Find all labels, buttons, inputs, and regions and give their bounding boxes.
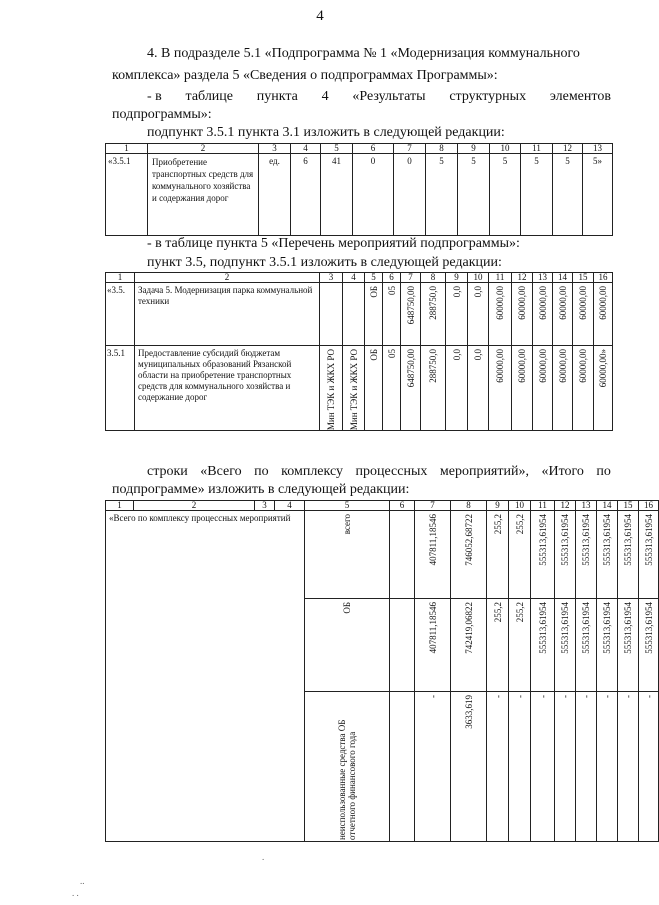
totals-table [105,500,659,842]
value-cell [512,283,533,346]
value-cell [639,599,659,692]
value-cell [446,346,468,431]
row-unit: ед. [259,154,291,236]
column-header: 7 [401,273,421,283]
cell-wrap [487,695,508,698]
cell-wrap [618,514,638,566]
column-header: 10 [490,144,521,154]
column-header: 1 [106,501,134,511]
value-cell-text: 60000,00» [598,349,608,388]
cell-wrap [383,349,400,358]
cell-wrap [421,286,445,320]
source-cell [305,692,390,842]
executor-cell [343,346,365,431]
column-header: 11 [521,144,553,154]
cell-wrap [509,514,530,534]
column-header: 1 [106,144,148,154]
value-cell-text: 60000,00 [517,286,527,320]
cell-wrap [468,349,488,360]
cell-wrap [555,695,575,698]
cell-wrap [533,286,552,320]
column-header: 4 [291,144,321,154]
cell-wrap [531,695,554,698]
cell-wrap [597,695,617,698]
word: «Итого [541,464,584,479]
row-name: Приобретение транспортных средств для коммунального хозяйства и содержания дорог [148,154,259,236]
value-cell [446,283,468,346]
executor-cell [320,283,343,346]
column-header: 6 [353,144,394,154]
value-cell: 0 [394,154,426,236]
value-cell-text: 555313,61954 [643,602,654,654]
column-header: 5 [305,501,390,511]
section2-line-2: пункт 3.5, подпункт 3.5.1 изложить в следующей редакции: [147,255,502,270]
code-cell-text: 05 [386,286,397,295]
value-cell-text: - [560,695,570,698]
column-header: 12 [553,144,583,154]
source-cell-text: ОБ [368,286,379,298]
value-cell [487,599,509,692]
totals-table-header [106,501,659,511]
empty-cell [390,511,415,599]
word: таблице [185,89,234,104]
table-row [106,283,613,346]
intro-line-5: подпункт 3.5.1 пункта 3.1 изложить в следующей редакции: [147,125,505,140]
empty-cell [390,692,415,842]
word: «Результаты [352,89,426,104]
column-header: 9 [446,273,468,283]
value-cell: 6 [291,154,321,236]
intro-line-1: 4. В подразделе 5.1 «Подпрограмма № 1 «Модернизация коммунального [147,46,580,61]
value-cell-text: 648750,00 [405,349,416,388]
column-header: 10 [509,501,531,511]
cell-wrap [446,349,467,360]
value-cell [618,511,639,599]
value-cell [618,692,639,842]
value-cell [451,692,487,842]
section2-line-1: - в таблице пункта 5 «Перечень мероприятий подпрограммы»: [147,236,520,251]
column-header: 13 [533,273,553,283]
value-cell [421,346,446,431]
cell-wrap [489,286,511,320]
value-cell: 5 [521,154,553,236]
column-header: 4 [343,273,365,283]
cell-wrap [489,349,511,383]
value-cell [639,692,659,842]
value-cell: 5 [490,154,521,236]
value-cell [489,346,512,431]
value-cell-text: 555313,61954 [623,602,633,654]
value-cell-text: 555313,61954 [560,602,570,654]
value-cell-text: 255,2 [492,514,503,535]
column-header: 11 [489,273,512,283]
value-cell-text: 648750,00 [405,286,416,325]
column-header: 16 [639,501,659,511]
value-cell-text: 555313,61954 [602,602,612,654]
word: - в [147,89,162,104]
source-cell-text: ОБ [342,602,352,614]
value-cell: 5 [458,154,490,236]
cell-wrap [305,514,389,534]
value-cell-text: 407811,18546 [427,514,438,566]
value-cell [509,692,531,842]
value-cell [421,283,446,346]
value-cell [555,511,576,599]
results-table-header [106,144,613,154]
value-cell [509,599,531,692]
cell-wrap [576,514,596,566]
cell-wrap [512,286,532,320]
cell-wrap [639,514,658,566]
cell-wrap [305,695,389,840]
value-cell [487,692,509,842]
value-cell [618,599,639,692]
cell-wrap [639,602,658,654]
cell-wrap [451,514,486,566]
value-cell [553,346,573,431]
value-cell-text: 0,0 [451,349,462,361]
cell-wrap [415,602,450,653]
value-cell-text: 555313,61954 [560,514,570,566]
column-header: 12 [555,501,576,511]
cell-wrap [365,286,382,298]
cell-wrap [365,349,382,361]
results-table [105,143,613,236]
cell-wrap [573,349,593,383]
word: по [596,464,611,479]
cell-wrap [451,695,486,729]
value-cell-text: 742419,06822 [463,602,474,654]
value-cell-text: - [623,695,633,698]
value-cell [451,511,487,599]
value-cell [487,511,509,599]
intro-line-3 [147,88,611,105]
source-cell-text: всего [342,514,352,535]
column-header: 9 [487,501,509,511]
cell-wrap [597,602,617,654]
value-cell-text: - [514,695,525,698]
value-cell-text: 555313,61954 [581,514,591,566]
value-cell [533,346,553,431]
column-header: 15 [618,501,639,511]
column-header: 15 [573,273,594,283]
column-header: 5 [365,273,383,283]
value-cell: 5 [553,154,583,236]
value-cell-text: 60000,00 [578,349,588,383]
row-name: Предоставление субсидий бюджетам муниципальных образований Рязанской области на приобретение транспортных средств для коммунального хозяйства и содержание дорог [135,346,320,431]
value-cell-text: 0,0 [451,286,462,298]
value-cell-text: 288750,0 [428,349,438,383]
value-cell-text: 60000,00 [557,349,568,383]
value-cell-text: 555313,61954 [537,602,548,654]
word: 4 [321,89,329,104]
cell-wrap [415,514,450,565]
cell-wrap [553,286,572,320]
cell-wrap [468,286,488,297]
column-header: 9 [458,144,490,154]
table-row [106,346,613,431]
cell-wrap [555,514,575,566]
column-header: 14 [553,273,573,283]
source-cell [365,283,383,346]
word: мероприятий», [439,464,529,479]
value-cell-text: 60000,00 [517,349,527,383]
value-cell-text: 255,2 [514,514,525,535]
row-name: Задача 5. Модернизация парка коммунальной техники [135,283,320,346]
value-cell-text: - [602,695,612,698]
cell-wrap [509,695,530,698]
scan-mark: .. [80,876,85,886]
cell-wrap [531,514,554,566]
page-number: 4 [316,8,324,24]
column-header: 10 [468,273,489,283]
executor-cell-text: Мин ТЭК и ЖКХ РО [348,349,359,431]
value-cell [573,283,594,346]
cell-wrap [573,286,593,320]
word: пункта [256,89,298,104]
code-cell [383,346,401,431]
totals-label: «Всего по комплексу процессных мероприятий [106,511,305,842]
cell-wrap [512,349,532,383]
column-header: 12 [512,273,533,283]
cell-wrap [618,602,638,654]
value-cell [576,599,597,692]
column-header: 2 [148,144,259,154]
value-cell-text: 3633,619 [463,695,474,729]
value-cell-text: 60000,00 [495,349,505,383]
cell-wrap [576,695,596,698]
cell-wrap [487,514,508,534]
word: по [254,464,269,479]
cell-wrap [533,349,552,383]
cell-wrap [487,602,508,622]
value-cell [401,346,421,431]
intro-line-4: подпрограммы»: [112,107,212,122]
row-number: «3.5. [106,283,135,346]
word: элементов [549,89,611,104]
value-cell: 5 [426,154,458,236]
word: комплексу [281,464,343,479]
cell-wrap [446,286,467,297]
value-cell [531,692,555,842]
value-cell-text: 555313,61954 [602,514,612,566]
empty-cell [390,599,415,692]
cell-wrap [401,286,420,324]
value-cell-text: - [581,695,591,698]
value-cell [597,511,618,599]
column-header: 4 [275,501,305,511]
value-cell: 0 [353,154,394,236]
executor-cell-text: Мин ТЭК и ЖКХ РО [326,349,336,431]
cell-wrap [597,514,617,566]
value-cell-text: 0,0 [473,349,483,361]
cell-wrap [415,695,450,698]
value-cell [597,692,618,842]
cell-wrap [531,602,554,654]
value-cell-text: - [492,695,503,698]
code-cell-text: 05 [386,349,397,358]
column-header: 14 [597,501,618,511]
intro-line-2: комплекса» раздела 5 «Сведения о подпрограммах Программы»: [112,68,498,83]
column-header: 3 [320,273,343,283]
value-cell [597,599,618,692]
value-cell [512,346,533,431]
cell-wrap [451,602,486,654]
cell-wrap [618,695,638,698]
value-cell-text: 555313,61954 [643,514,654,566]
table-row [106,511,659,599]
value-cell-text: 555313,61954 [537,514,548,566]
column-header: 5 [321,144,353,154]
value-cell [451,599,487,692]
source-cell [365,346,383,431]
source-cell [305,511,390,599]
code-cell [383,283,401,346]
cell-wrap [594,286,612,320]
value-cell-text: 407811,18546 [427,602,438,654]
source-cell [305,599,390,692]
cell-wrap [421,349,445,383]
measures-table [105,272,613,431]
scan-mark: . [262,852,265,862]
value-cell [639,511,659,599]
value-cell-text: 555313,61954 [581,602,591,654]
word: процессных [355,464,428,479]
cell-wrap [555,602,575,654]
value-cell: 41 [321,154,353,236]
column-header: 1 [106,273,135,283]
column-header: 6 [390,501,415,511]
section3-line-1 [147,463,611,480]
column-header: 13 [583,144,613,154]
cell-wrap [383,286,400,295]
column-header: 3 [255,501,275,511]
value-cell [415,599,451,692]
value-cell-text: 60000,00 [537,349,548,383]
value-cell [401,283,421,346]
value-cell [594,283,613,346]
value-cell-text: 255,2 [514,602,525,623]
column-header: 16 [594,273,613,283]
column-header: 8 [421,273,446,283]
cell-wrap [509,602,530,622]
row-number: 3.5.1 [106,346,135,431]
column-header: 6 [383,273,401,283]
value-cell-text: 60000,00 [537,286,548,320]
cell-wrap [343,349,364,430]
cell-wrap [576,602,596,654]
value-cell-text: 60000,00 [598,286,608,320]
executor-cell [320,346,343,431]
column-header: 11 [531,501,555,511]
column-header: 7 [394,144,426,154]
value-cell-text: - [427,695,438,698]
executor-cell [343,283,365,346]
value-cell-text: 60000,00 [578,286,588,320]
column-header: 8 [451,501,487,511]
value-cell [573,346,594,431]
value-cell [533,283,553,346]
source-cell-text: неиспользованные средства ОБ отчетного финансового года [337,719,357,840]
value-cell: 5» [583,154,613,236]
value-cell [415,511,451,599]
value-cell-text: - [537,695,548,698]
value-cell [555,599,576,692]
value-cell [489,283,512,346]
word: строки [147,464,188,479]
section3-line-2: подпрограмме» изложить в следующей редакции: [112,482,410,497]
scan-mark: . . [72,888,79,898]
column-header: 7 [415,501,451,511]
value-cell [594,346,613,431]
value-cell [553,283,573,346]
value-cell [576,511,597,599]
column-header: 2 [135,273,320,283]
value-cell-text: - [643,695,654,698]
column-header: 13 [576,501,597,511]
value-cell-text: 746052,68722 [463,514,474,566]
value-cell [576,692,597,842]
column-header: 2 [134,501,255,511]
row-number: «3.5.1 [106,154,148,236]
cell-wrap [639,695,658,698]
value-cell [509,511,531,599]
value-cell-text: 60000,00 [495,286,505,320]
value-cell [531,511,555,599]
value-cell-text: 60000,00 [557,286,568,320]
word: «Всего [200,464,242,479]
value-cell [415,692,451,842]
source-cell-text: ОБ [368,349,379,361]
column-header: 3 [259,144,291,154]
cell-wrap [553,349,572,383]
value-cell [468,283,489,346]
cell-wrap [305,602,389,614]
value-cell [468,346,489,431]
value-cell-text: 555313,61954 [623,514,633,566]
table-row [106,154,613,236]
value-cell-text: 288750,0 [428,286,438,320]
value-cell-text: 255,2 [492,602,503,623]
measures-table-header [106,273,613,283]
value-cell [555,692,576,842]
cell-wrap [401,349,420,387]
column-header: 8 [426,144,458,154]
value-cell-text: 0,0 [473,286,483,298]
cell-wrap [320,349,342,430]
cell-wrap [594,349,612,387]
word: структурных [449,89,527,104]
value-cell [531,599,555,692]
